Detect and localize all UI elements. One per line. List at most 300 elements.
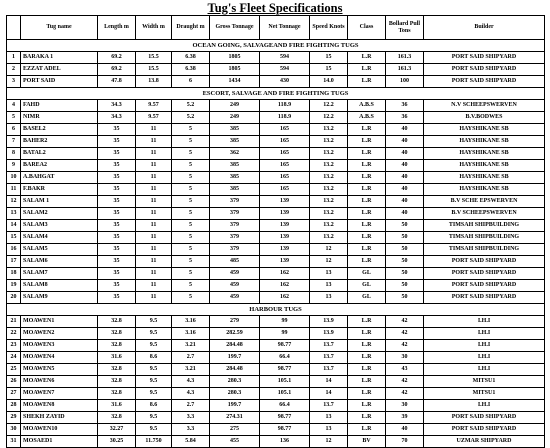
table-cell: 1805: [210, 64, 260, 76]
table-cell: 11: [136, 220, 172, 232]
table-cell: UZMAR SHIPYARD: [424, 436, 545, 448]
table-cell: PORT SAID SHIPYARD: [424, 292, 545, 304]
header-cell-index: [7, 16, 21, 40]
table-cell: 13.7: [310, 364, 348, 376]
header-cell-tug-name: Tug name: [21, 16, 98, 40]
table-row: [7, 340, 545, 352]
table-cell: GL: [348, 280, 386, 292]
header-cell-draught: Draught m: [172, 16, 210, 40]
table-cell: MOAWEN5: [21, 364, 98, 376]
table-cell: L.R: [348, 340, 386, 352]
table-cell: 24: [7, 352, 21, 364]
table-cell: 5: [172, 220, 210, 232]
table-cell: 165: [260, 172, 310, 184]
table-cell: 11: [136, 244, 172, 256]
table-cell: 13.2: [310, 208, 348, 220]
table-cell: I.H.I: [424, 400, 545, 412]
table-cell: 11: [136, 148, 172, 160]
table-cell: 14: [310, 376, 348, 388]
table-cell: 13.2: [310, 148, 348, 160]
table-cell: 66.4: [260, 400, 310, 412]
table-cell: EZZAT ADEL: [21, 64, 98, 76]
table-cell: MITSU1: [424, 388, 545, 400]
table-row: [7, 160, 545, 172]
table-cell: 139: [260, 244, 310, 256]
table-cell: 10: [7, 172, 21, 184]
table-cell: 31: [7, 436, 21, 448]
table-row: [7, 184, 545, 196]
table-cell: 13.2: [310, 196, 348, 208]
table-cell: 50: [386, 232, 424, 244]
table-cell: BAHER2: [21, 136, 98, 148]
table-cell: 5: [172, 136, 210, 148]
table-cell: 105.1: [260, 376, 310, 388]
table-row: [7, 364, 545, 376]
table-cell: 12.2: [310, 112, 348, 124]
table-cell: 39: [386, 412, 424, 424]
table-cell: 9.5: [136, 328, 172, 340]
table-row: [7, 292, 545, 304]
table-cell: 199.7: [210, 352, 260, 364]
table-cell: A.B.S: [348, 100, 386, 112]
table-cell: 5.2: [172, 112, 210, 124]
table-cell: 161.3: [386, 64, 424, 76]
table-cell: 40: [386, 172, 424, 184]
table-cell: 9.5: [136, 412, 172, 424]
table-cell: 13: [310, 280, 348, 292]
table-cell: 40: [386, 148, 424, 160]
table-cell: BATAL2: [21, 148, 98, 160]
table-cell: TIMSAH SHIPBUILDING: [424, 232, 545, 244]
table-cell: 5: [172, 196, 210, 208]
table-cell: L.R: [348, 328, 386, 340]
table-cell: 11: [7, 184, 21, 196]
table-cell: 6.38: [172, 64, 210, 76]
table-cell: 5: [172, 208, 210, 220]
table-cell: 284.48: [210, 364, 260, 376]
table-cell: 279: [210, 316, 260, 328]
table-cell: BASEL2: [21, 124, 98, 136]
table-cell: 165: [260, 124, 310, 136]
table-cell: 5: [172, 256, 210, 268]
table-cell: HAYSHIKANE SB: [424, 184, 545, 196]
table-cell: 385: [210, 124, 260, 136]
table-cell: 1434: [210, 76, 260, 88]
table-cell: 43: [386, 364, 424, 376]
section-title: OCEAN GOING, SALVAGEAND FIRE FIGHTING TUGS: [7, 40, 545, 52]
table-cell: 69.2: [98, 64, 136, 76]
table-cell: L.R: [348, 52, 386, 64]
table-cell: 15.5: [136, 64, 172, 76]
header-cell-speed: Speed Knots: [310, 16, 348, 40]
table-cell: 36: [386, 112, 424, 124]
table-cell: 284.48: [210, 340, 260, 352]
table-cell: 14.0: [310, 76, 348, 88]
table-cell: 17: [7, 256, 21, 268]
table-cell: 26: [7, 376, 21, 388]
table-row: [7, 100, 545, 112]
table-cell: 199.7: [210, 400, 260, 412]
table-cell: 32.8: [98, 376, 136, 388]
table-cell: MOAWEN10: [21, 424, 98, 436]
table-cell: 13.2: [310, 136, 348, 148]
table-cell: 21: [7, 316, 21, 328]
table-cell: 35: [98, 208, 136, 220]
table-cell: I.H.I: [424, 340, 545, 352]
table-cell: 379: [210, 244, 260, 256]
table-cell: L.R: [348, 244, 386, 256]
table-cell: 11: [136, 196, 172, 208]
table-cell: 13: [310, 292, 348, 304]
table-cell: I.H.I: [424, 316, 545, 328]
table-cell: I.H.I: [424, 364, 545, 376]
table-cell: 379: [210, 232, 260, 244]
table-row: [7, 436, 545, 448]
table-cell: 161.3: [386, 52, 424, 64]
table-cell: PORT SAID SHIPYARD: [424, 76, 545, 88]
table-cell: 274.31: [210, 412, 260, 424]
table-row: [7, 388, 545, 400]
table-cell: 35: [98, 220, 136, 232]
table-cell: 5: [7, 112, 21, 124]
table-cell: 40: [386, 208, 424, 220]
table-cell: 5: [172, 124, 210, 136]
table-cell: 35: [98, 136, 136, 148]
table-cell: 34.3: [98, 100, 136, 112]
table-cell: 9: [7, 160, 21, 172]
table-cell: 11: [136, 208, 172, 220]
table-cell: L.R: [348, 184, 386, 196]
table-cell: 42: [386, 340, 424, 352]
table-cell: 35: [98, 184, 136, 196]
table-cell: 280.3: [210, 376, 260, 388]
table-cell: 12: [7, 196, 21, 208]
table-cell: 6: [7, 124, 21, 136]
table-cell: 4: [7, 100, 21, 112]
table-cell: 430: [260, 76, 310, 88]
table-cell: 249: [210, 112, 260, 124]
table-cell: SALAM4: [21, 232, 98, 244]
table-cell: 8: [7, 148, 21, 160]
table-cell: 8.6: [136, 352, 172, 364]
table-cell: 459: [210, 268, 260, 280]
table-cell: 32.27: [98, 424, 136, 436]
table-cell: 35: [98, 280, 136, 292]
table-cell: 11: [136, 292, 172, 304]
table-cell: 5: [172, 184, 210, 196]
table-cell: 6.38: [172, 52, 210, 64]
table-cell: 12: [310, 256, 348, 268]
table-row: [7, 328, 545, 340]
table-cell: 11: [136, 256, 172, 268]
table-cell: 15.5: [136, 52, 172, 64]
table-cell: 165: [260, 184, 310, 196]
table-row: [7, 196, 545, 208]
table-cell: B.V SCHEEPSWERVEN: [424, 208, 545, 220]
table-cell: L.R: [348, 376, 386, 388]
table-cell: L.R: [348, 148, 386, 160]
table-cell: 32.8: [98, 340, 136, 352]
table-cell: L.R: [348, 364, 386, 376]
section-title: ESCORT, SALVAGE AND FIRE FIGHTING TUGS: [7, 88, 545, 100]
table-cell: PORT SAID SHIPYARD: [424, 424, 545, 436]
table-cell: 23: [7, 340, 21, 352]
table-row: [7, 376, 545, 388]
table-cell: 1: [7, 52, 21, 64]
table-cell: 385: [210, 172, 260, 184]
table-row: [7, 280, 545, 292]
table-cell: MOAWEN7: [21, 388, 98, 400]
table-cell: 485: [210, 256, 260, 268]
table-cell: 11: [136, 136, 172, 148]
table-cell: GL: [348, 268, 386, 280]
table-cell: 5.84: [172, 436, 210, 448]
table-row: [7, 244, 545, 256]
table-cell: 5: [172, 172, 210, 184]
table-cell: B.V.BODWES: [424, 112, 545, 124]
table-cell: 35: [98, 244, 136, 256]
table-header: [7, 16, 545, 40]
table-row: [7, 316, 545, 328]
table-cell: PORT SAID: [21, 76, 98, 88]
table-cell: 15: [7, 232, 21, 244]
table-cell: 5: [172, 268, 210, 280]
header-cell-length: Length m: [98, 16, 136, 40]
table-cell: L.R: [348, 352, 386, 364]
table-cell: 13: [7, 208, 21, 220]
table-cell: 162: [260, 280, 310, 292]
table-cell: 11: [136, 160, 172, 172]
table-row: [7, 136, 545, 148]
table-cell: L.R: [348, 400, 386, 412]
table-cell: N.V SCHEEPSWERVEN: [424, 100, 545, 112]
table-cell: 139: [260, 220, 310, 232]
table-cell: 282.59: [210, 328, 260, 340]
table-cell: 118.9: [260, 100, 310, 112]
table-cell: 11: [136, 172, 172, 184]
table-cell: 105.1: [260, 388, 310, 400]
header-cell-gross-tonnage: Gross Tonnage: [210, 16, 260, 40]
table-cell: 13: [310, 424, 348, 436]
table-cell: PORT SAID SHIPYARD: [424, 412, 545, 424]
table-cell: PORT SAID SHIPYARD: [424, 280, 545, 292]
table-cell: L.R: [348, 256, 386, 268]
table-cell: SALAM 1: [21, 196, 98, 208]
table-row: [7, 124, 545, 136]
table-row: [7, 208, 545, 220]
table-cell: 3.3: [172, 412, 210, 424]
table-cell: 9.57: [136, 112, 172, 124]
table-cell: 2.7: [172, 352, 210, 364]
table-cell: 3.16: [172, 316, 210, 328]
table-cell: 40: [386, 424, 424, 436]
table-cell: 18: [7, 268, 21, 280]
table-cell: 275: [210, 424, 260, 436]
table-cell: 50: [386, 292, 424, 304]
table-cell: MOAWEN1: [21, 316, 98, 328]
table-cell: 100: [386, 76, 424, 88]
table-cell: I.H.I: [424, 352, 545, 364]
table-cell: 27: [7, 388, 21, 400]
table-cell: L.R: [348, 64, 386, 76]
table-cell: MOAWEN8: [21, 400, 98, 412]
table-cell: 98.77: [260, 364, 310, 376]
table-cell: 9.5: [136, 424, 172, 436]
table-cell: 32.8: [98, 364, 136, 376]
section-header-row: [7, 40, 545, 52]
table-cell: 11: [136, 124, 172, 136]
table-cell: 9.5: [136, 316, 172, 328]
table-cell: 32.8: [98, 328, 136, 340]
table-cell: 40: [386, 184, 424, 196]
table-cell: 13.2: [310, 124, 348, 136]
table-cell: 13.8: [136, 76, 172, 88]
table-cell: MITSU1: [424, 376, 545, 388]
table-cell: 30: [7, 424, 21, 436]
table-cell: 385: [210, 184, 260, 196]
table-cell: 5: [172, 244, 210, 256]
table-cell: HAYSHIKANE SB: [424, 136, 545, 148]
header-cell-width: Width m: [136, 16, 172, 40]
table-cell: SHEKH ZAYID: [21, 412, 98, 424]
table-cell: 42: [386, 328, 424, 340]
table-cell: HAYSHIKANE SB: [424, 148, 545, 160]
table-cell: 1805: [210, 52, 260, 64]
table-cell: 36: [386, 100, 424, 112]
table-cell: 13.7: [310, 400, 348, 412]
table-cell: 13.9: [310, 328, 348, 340]
table-cell: HAYSHIKANE SB: [424, 124, 545, 136]
table-cell: 379: [210, 208, 260, 220]
table-cell: 50: [386, 256, 424, 268]
table-cell: L.R: [348, 172, 386, 184]
table-cell: 40: [386, 196, 424, 208]
table-cell: A.B.S: [348, 112, 386, 124]
table-cell: A.BAHGAT: [21, 172, 98, 184]
table-cell: TIMSAH SHIPBUILDING: [424, 244, 545, 256]
table-cell: 14: [7, 220, 21, 232]
table-cell: BAREA2: [21, 160, 98, 172]
table-cell: PORT SAID SHIPYARD: [424, 52, 545, 64]
table-row: [7, 172, 545, 184]
table-cell: MOSAED1: [21, 436, 98, 448]
table-cell: 9.5: [136, 340, 172, 352]
table-cell: 35: [98, 160, 136, 172]
table-cell: 11: [136, 232, 172, 244]
table-cell: 2.7: [172, 400, 210, 412]
table-cell: 19: [7, 280, 21, 292]
table-cell: 98.77: [260, 412, 310, 424]
table-cell: 50: [386, 220, 424, 232]
table-cell: 165: [260, 160, 310, 172]
table-cell: 118.9: [260, 112, 310, 124]
table-cell: 5.2: [172, 100, 210, 112]
table-cell: 13.9: [310, 316, 348, 328]
table-cell: PORT SAID SHIPYARD: [424, 64, 545, 76]
table-cell: 13.2: [310, 160, 348, 172]
table-row: [7, 220, 545, 232]
table-cell: 31.6: [98, 352, 136, 364]
table-cell: 15: [310, 52, 348, 64]
table-cell: 249: [210, 100, 260, 112]
table-cell: BV: [348, 436, 386, 448]
table-cell: 25: [7, 364, 21, 376]
table-cell: B.V SCHE EPSWERVEN: [424, 196, 545, 208]
table-cell: 165: [260, 148, 310, 160]
table-cell: 66.4: [260, 352, 310, 364]
table-cell: 385: [210, 136, 260, 148]
table-cell: L.R: [348, 220, 386, 232]
table-cell: 459: [210, 280, 260, 292]
table-cell: 5: [172, 280, 210, 292]
table-cell: 98.77: [260, 424, 310, 436]
table-cell: 3.21: [172, 340, 210, 352]
table-cell: SALAM3: [21, 220, 98, 232]
table-cell: 32.8: [98, 412, 136, 424]
table-cell: 70: [386, 436, 424, 448]
table-cell: F.BAKR: [21, 184, 98, 196]
table-cell: L.R: [348, 208, 386, 220]
table-row: [7, 352, 545, 364]
table-cell: 9.5: [136, 364, 172, 376]
table-cell: 98.77: [260, 340, 310, 352]
table-cell: L.R: [348, 136, 386, 148]
table-cell: L.R: [348, 412, 386, 424]
table-cell: 3.21: [172, 364, 210, 376]
table-cell: I.H.I: [424, 328, 545, 340]
table-row: [7, 112, 545, 124]
table-cell: 9.5: [136, 388, 172, 400]
header-row: [7, 16, 545, 40]
table-cell: 12: [310, 244, 348, 256]
table-cell: 139: [260, 196, 310, 208]
table-cell: 30: [386, 400, 424, 412]
table-cell: 3: [7, 76, 21, 88]
table-cell: HAYSHIKANE SB: [424, 172, 545, 184]
table-row: [7, 232, 545, 244]
table-cell: 16: [7, 244, 21, 256]
table-cell: 11: [136, 268, 172, 280]
table-cell: 9.57: [136, 100, 172, 112]
table-cell: 35: [98, 232, 136, 244]
table-cell: 280.3: [210, 388, 260, 400]
table-cell: SALAM7: [21, 268, 98, 280]
table-cell: 32.8: [98, 388, 136, 400]
table-row: [7, 148, 545, 160]
table-cell: MOAWEN2: [21, 328, 98, 340]
table-cell: 5: [172, 148, 210, 160]
table-cell: 35: [98, 268, 136, 280]
table-cell: MOAWEN3: [21, 340, 98, 352]
table-cell: 42: [386, 316, 424, 328]
table-row: [7, 76, 545, 88]
table-cell: 28: [7, 400, 21, 412]
table-cell: 40: [386, 160, 424, 172]
table-cell: 35: [98, 172, 136, 184]
table-cell: 42: [386, 376, 424, 388]
table-cell: 139: [260, 256, 310, 268]
table-cell: 8.6: [136, 400, 172, 412]
table-cell: 50: [386, 244, 424, 256]
fleet-table: [6, 15, 545, 448]
table-cell: 379: [210, 196, 260, 208]
table-cell: 50: [386, 280, 424, 292]
table-cell: PORT SAID SHIPYARD: [424, 268, 545, 280]
table-cell: 40: [386, 124, 424, 136]
table-cell: 11: [136, 184, 172, 196]
table-cell: 4.3: [172, 388, 210, 400]
table-cell: 136: [260, 436, 310, 448]
